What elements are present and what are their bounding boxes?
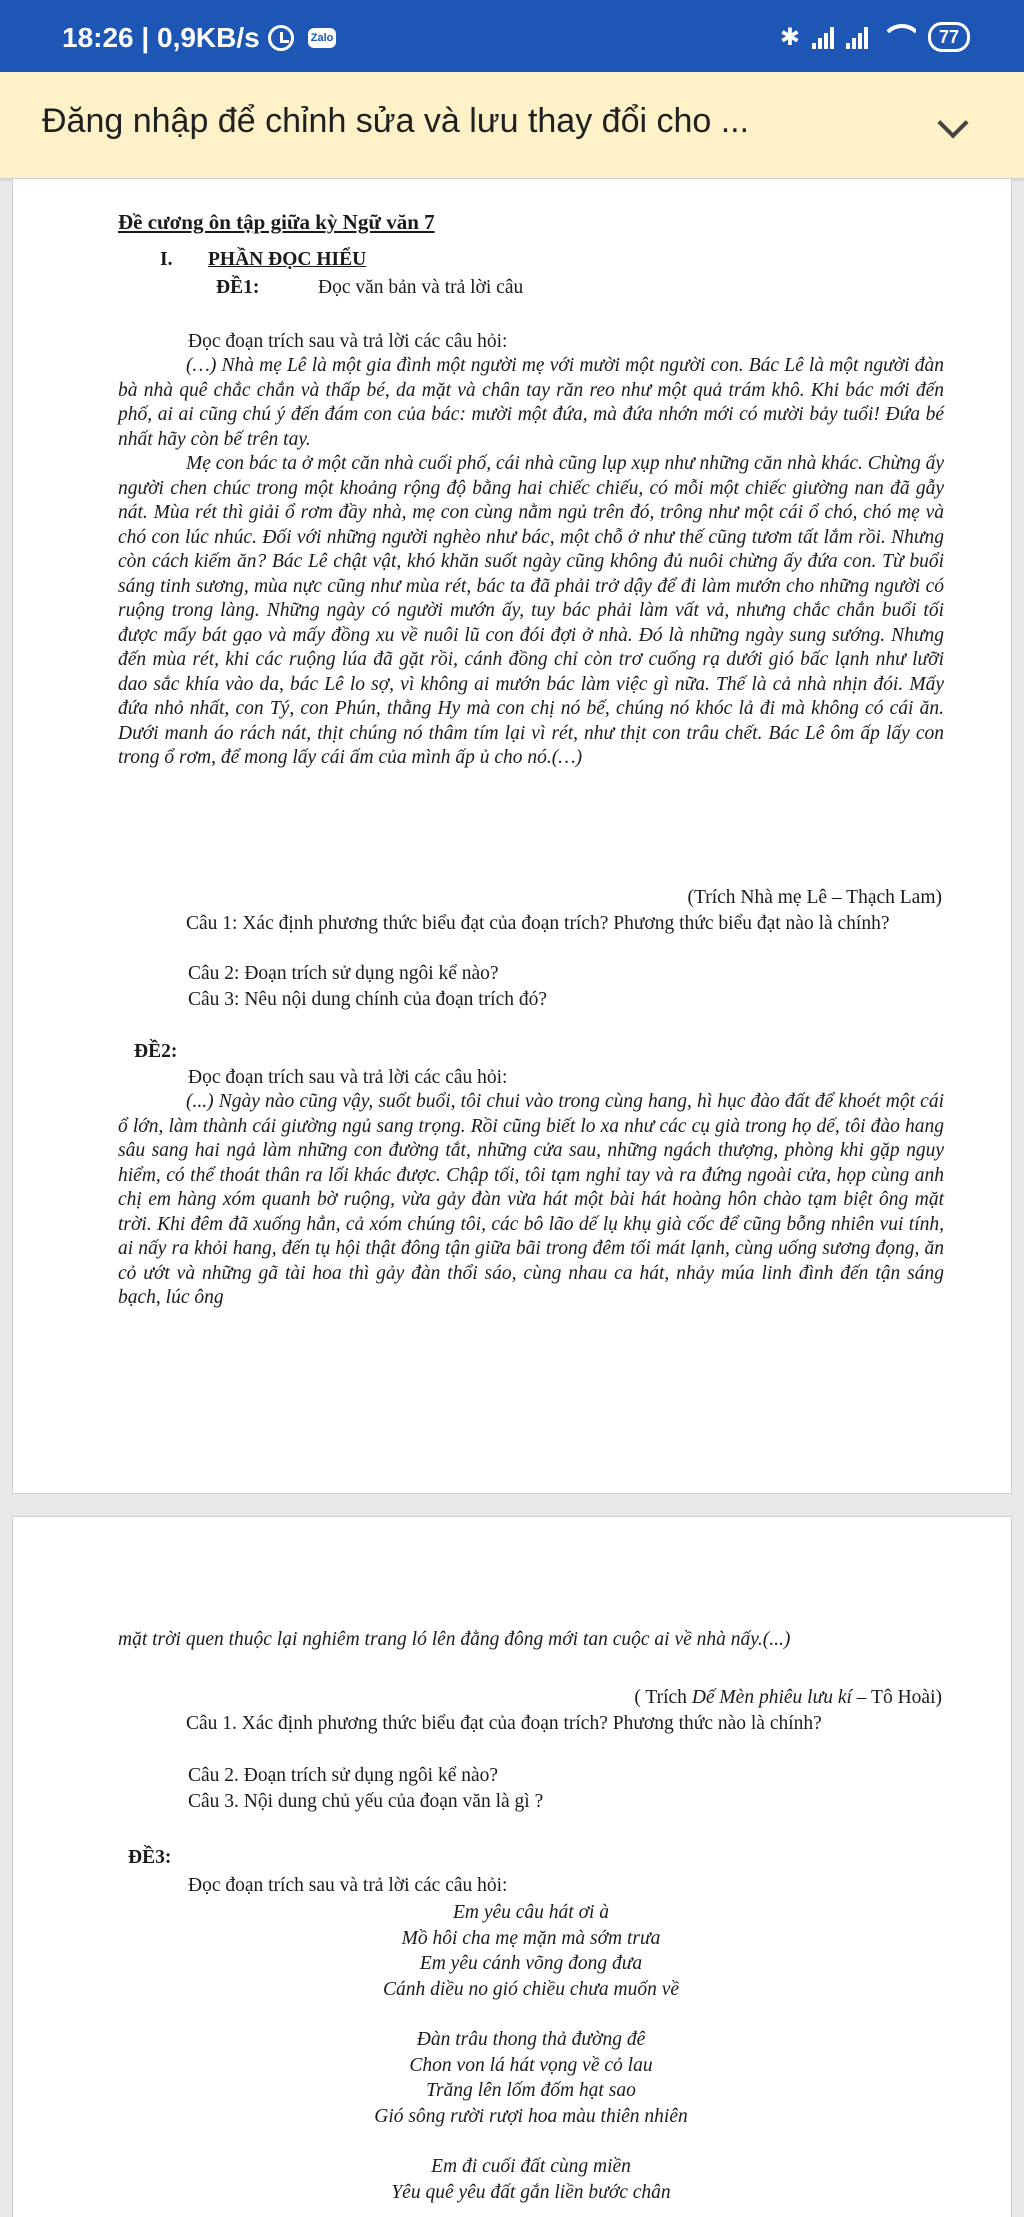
signal-icon-2	[846, 25, 868, 49]
battery-icon: 77	[928, 22, 970, 52]
section-title: PHẦN ĐỌC HIỂU	[208, 249, 367, 270]
signal-icon-1	[812, 25, 834, 49]
de1-paragraph-1: (…) Nhà mẹ Lê là một gia đình một người mẹ với mười một người con. Bác Lê là một người đàn bà nhà quê chắc chắn và thấp bé, da mặt và chân tay răn reo như một quả trám khô. Khi bác mới đến phố, ai ai cũng chú ý đến đám con của bác: mười một đứa, mà đứa nhớn mới có mười bảy tuổi! Đứa bé nhất hãy còn bế trên tay.	[118, 355, 944, 450]
status-bar	[0, 0, 1024, 72]
de3-label: ĐỀ3:	[128, 1847, 172, 1868]
poem-line: Em yêu cánh võng đong đưa	[419, 1953, 643, 1974]
de3-prompt: Đọc đoạn trích sau và trả lời các câu hỏi:	[188, 1875, 508, 1896]
chevron-down-icon[interactable]	[937, 107, 968, 138]
de2-source-prefix: ( Trích	[634, 1687, 692, 1708]
de3-poem	[118, 1900, 944, 2205]
de2-passage-continued	[118, 1628, 944, 1653]
poem-stanza-gap	[118, 2129, 944, 2154]
de2-label: ĐỀ2:	[134, 1041, 178, 1062]
status-right	[780, 22, 970, 52]
alarm-icon	[268, 25, 294, 51]
de1-passage	[118, 354, 944, 771]
poem-line: Gió sông rười rượi hoa màu thiên nhiên	[374, 2105, 688, 2127]
de2-question-2: Câu 2. Đoạn trích sử dụng ngôi kể nào?	[188, 1765, 499, 1786]
de2-question-1-text: Câu 1. Xác định phương thức biểu đạt của đoạn trích? Phương thức nào là chính?	[186, 1713, 822, 1734]
poem-line: Mồ hôi cha mẹ mặn mà sớm trưa	[401, 1927, 661, 1949]
de2-prompt: Đọc đoạn trích sau và trả lời các câu hỏi:	[188, 1067, 508, 1088]
poem-line: Em yêu câu hát ơi à	[452, 1902, 610, 1923]
de2-source-book: Dế Mèn phiêu lưu kí	[691, 1687, 852, 1708]
de2-passage	[118, 1090, 944, 1311]
de1-prompt: Đọc đoạn trích sau và trả lời các câu hỏi:	[188, 331, 508, 352]
de2-source	[634, 1686, 942, 1711]
poem-line: Em đi cuối đất cùng miền	[431, 2156, 631, 2177]
document-title: Đề cương ôn tập giữa kỳ Ngữ văn 7	[118, 210, 435, 234]
de1-question-1	[118, 912, 944, 937]
status-left	[62, 22, 336, 54]
de1-instruction: Đọc văn bản và trả lời câu	[318, 277, 524, 298]
de1-question-1-text: Câu 1: Xác định phương thức biểu đạt của đoạn trích? Phương thức biểu đạt nào là chính?	[186, 913, 890, 934]
login-banner[interactable]	[0, 72, 1024, 178]
de1-paragraph-2: Mẹ con bác ta ở một căn nhà cuối phố, cái nhà cũng lụp xụp như những căn nhà khác. Chừng ấy người chen chúc trong một khoảng rộng độ bằng hai chiếc chiếu, có mỗi một chiếc giường nan đã gẫy nát. Mùa rét thì giải ổ rơm đầy nhà, mẹ con cùng nằm ngủ trên đó, trông như một cái ổ chó, chó mẹ và chó con lúc nhúc. Đối với những người nghèo như bác, một chỗ ở như thế cũng tươm tất lắm rồi. Nhưng còn cách kiếm ăn? Bác Lê chật vật, khó khăn suốt ngày cũng không đủ nuôi chừng ấy đứa con. Từ buổi sáng tinh sương, mùa nực cũng như mùa rét, bác ta đã phải trở dậy để đi làm mướn cho những người có ruộng trong làng. Những ngày có người mướn ấy, tuy bác phải làm vất vả, nhưng chắc chắn buổi tối được mấy bát gạo và mấy đồng xu về nuôi lũ con đói đợi ở nhà. Đó là những ngày sung sướng. Nhưng đến mùa rét, khi các ruộng lúa đã gặt rồi, cánh đồng chỉ còn trơ cuống rạ dưới gió bấc lạnh như lưỡi dao sắc khía vào da, bác Lê lo sợ, vì không ai mướn bác làm việc gì nữa. Thế là cả nhà nhịn đói. Mấy đứa nhỏ nhất, con Tý, con Phún, thằng Hy mà con chị nó bế, chúng nó khóc lả đi mà không có cái ăn. Dưới manh áo rách nát, thịt chúng nó thâm tím lại vì rét, như thịt con trâu chết. Bác Lê ôm ấp lấy con trong ổ rơm, để mong lấy cái ấm của mình ấp ủ cho nó.(…)	[118, 453, 944, 768]
poem-line: Chon von lá hát vọng về cỏ lau	[409, 2054, 653, 2076]
de2-question-1	[118, 1712, 944, 1737]
de2-question-3: Câu 3. Nội dung chủ yếu của đoạn văn là gì ?	[188, 1791, 544, 1812]
section-number: I.	[160, 249, 173, 270]
de1-source: (Trích Nhà mẹ Lê – Thạch Lam)	[687, 887, 942, 908]
poem-stanza-gap	[118, 2002, 944, 2027]
de1-label: ĐỀ1:	[216, 277, 260, 298]
login-banner-text[interactable]: Đăng nhập để chỉnh sửa và lưu thay đổi cho ...	[42, 102, 750, 140]
poem-line: Đàn trâu thong thả đường đê	[416, 2029, 646, 2050]
status-time: 18:26 | 0,9KB/s	[62, 22, 260, 53]
zalo-icon: Zalo	[308, 28, 337, 48]
de2-paragraph: (...) Ngày nào cũng vậy, suốt buổi, tôi chui vào trong cùng hang, hì hục đào đất để khoét một cái ổ lớn, làm thành cái giường ngủ sang trọng. Rồi cũng biết lo xa như các cụ già trong họ dế, tôi đào hang sâu sang hai ngả làm những con đường tắt, những cửa sau, những ngách thượng, phòng khi gặp nguy hiểm, có thể thoát thân ra lối khác được. Chập tối, tôi tạm nghỉ tay và ra đứng ngoài cửa, họp cùng anh chị em hàng xóm quanh bờ ruộng, vừa gảy đàn vừa hát một bài hát hoàng hôn chào tạm biệt ông mặt trời. Khi đêm đã xuống hẳn, cả xóm chúng tôi, các bô lão dế lụ khụ già cốc để cũng bỗng nhiên vui tính, ai nấy ra khỏi hang, đến tụ hội thật đông tận giữa bãi trong đêm tối mát lạnh, cùng uống sương đọng, ăn cỏ ướt và những gã tài hoa thì gảy đàn thổi sáo, cùng nhau ca hát, nhảy múa linh đình đến tận sáng bạch, lúc ông	[118, 1091, 944, 1308]
de1-question-2: Câu 2: Đoạn trích sử dụng ngôi kể nào?	[188, 963, 499, 984]
de2-source-suffix: – Tô Hoài)	[851, 1687, 942, 1708]
poem-line: Yêu quê yêu đất gắn liền bước chân	[391, 2181, 671, 2203]
de1-question-3: Câu 3: Nêu nội dung chính của đoạn trích đó?	[188, 989, 548, 1010]
poem-line: Trăng lên lốm đốm hạt sao	[426, 2080, 636, 2101]
wifi-icon	[880, 24, 916, 50]
de2-paragraph-continued: mặt trời quen thuộc lại nghiêm trang ló lên đằng đông mới tan cuộc ai về nhà nấy.(...)	[118, 1629, 791, 1650]
bluetooth-icon: ✱	[779, 23, 800, 51]
poem-line: Cánh diều no gió chiều chưa muốn về	[382, 1978, 680, 2000]
